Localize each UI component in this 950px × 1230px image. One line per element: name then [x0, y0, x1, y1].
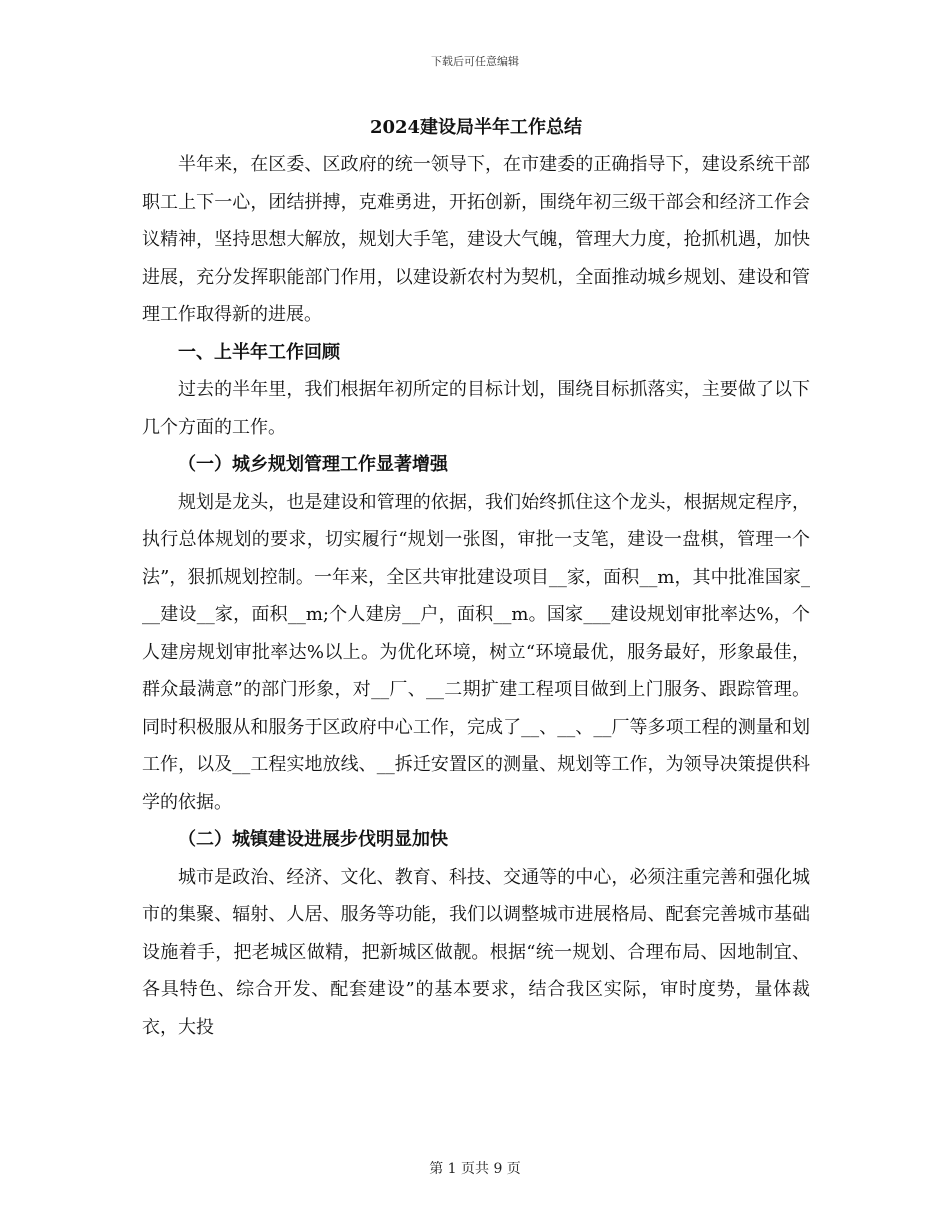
construction-paragraph: 城市是政治、经济、文化、教育、科技、交通等的中心，必须注重完善和强化城市的集聚、辐射、人居、服务等功能，我们以调整城市进展格局、配套完善城市基础设施着手，把老城区做精，把新城区做靓。根据“统一规划、合理布局、因地制宜、各具特色、综合开发、配套建设”的基本要求，结合我区实际，审时度势，量体裁衣，大投	[142, 866, 810, 1038]
planning-paragraph: 规划是龙头，也是建设和管理的依据，我们始终抓住这个龙头，根据规定程序，执行总体规划的要求，切实履行“规划一张图，审批一支笔，建设一盘棋，管理一个法”，狠抓规划控制。一年来，全区共审批建设项目__家，面积__m，其中批准国家___建设__家，面积__m;个人建房__户，面积__m。国家___建设规划审批率达%，个人建房规划审批率达%以上。为优化环境，树立“环境最优，服务最好，形象最佳，群众最满意”的部门形象，对__厂、__二期扩建工程项目做到上门服务、跟踪管理。同时积极服从和服务于区政府中心工作，完成了__、__、__厂等多项工程的测量和划工作，以及__工程实地放线、__拆迁安置区的测量、规划等工作，为领导决策提供科学的依据。	[142, 491, 810, 813]
subsection-heading-planning: （一）城乡规划管理工作显著增强	[178, 454, 448, 475]
subsection-heading-construction: （二）城镇建设进展步伐明显加快	[178, 829, 448, 850]
section-heading-review: 一、上半年工作回顾	[178, 341, 340, 363]
intro-paragraph: 半年来，在区委、区政府的统一领导下，在市建委的正确指导下，建设系统干部职工上下一心，团结拼搏，克难勇进，开拓创新，围绕年初三级干部会和经济工作会议精神，坚持思想大解放，规划大手笔，建设大气魄，管理大力度，抢抓机遇，加快进展，充分发挥职能部门作用，以建设新农村为契机，全面推动城乡规划、建设和管理工作取得新的进展。	[142, 154, 810, 325]
document-body	[142, 110, 810, 1046]
document-title: 2024建设局半年工作总结	[369, 117, 583, 138]
download-note: 下载后可任意编辑	[431, 55, 519, 68]
section-intro-paragraph: 过去的半年里，我们根据年初所定的目标计划，围绕目标抓落实，主要做了以下几个方面的工作。	[142, 379, 810, 438]
page-number: 第 1 页共 9 页	[429, 1161, 521, 1177]
